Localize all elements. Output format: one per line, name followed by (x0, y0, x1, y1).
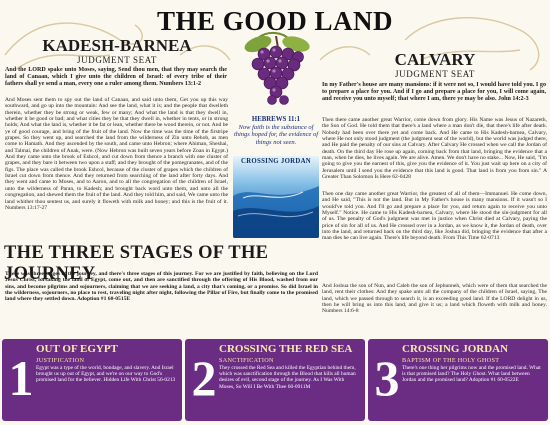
stage-text-2: They crossed the Red Sea and killed the Egyptian behind them, which was sanctification through the Blood that kills all human desires of evil, second stage of the journey. As I Was With Moses, So Will I Be With Thee 60-0911M (219, 365, 356, 390)
stage-subtitle-1: JUSTIFICATION (36, 357, 85, 364)
stage-number-2: 2 (191, 350, 217, 406)
calvary-body-2: Then one day came another great Warrior, the greatest of all of them—Immanuel. He come down, and He said, "This is not the land. But in My Father's house is many mansions. If it wasn't so I would've told you. And I'll go and prepare a place for you, and return again to receive you unto Myself." Notice. He came to His Kadesh-barnea, Calvary, where He stood the sin-judgment for all of us. The penalty of God's judgment was met in justice when Christ died at Calvary, paying the price of sin for all of us. And He crossed over in a Jordan, as we know it, the Jordan of death, over into the land, and returned back on the third day, like Joshua did, bringing the evidence that after a man dies he can live again. There's life beyond death. From This Time 62-0713 (322, 191, 547, 242)
water-illustration (233, 156, 319, 238)
stages-text: There was three stages of the journey, and there's three stages of this journey. For we are justified by faith, believing on the Lord Jesus Christ, forsaking the land of Egypt, come out, and then are sanctified through the offering of His Blood, washed from our sins, and become pilgrims and sojourners, claiming that we are seeking a land, a city that's coming, or a promise. So did Israel in the wilderness, sojourners, no place to rest, traveling night after night, following the Pillar of Fire, but finally come to the promised land where they settled down. Adoption #1 60-0515E (5, 271, 318, 303)
stage-panel-1 (2, 339, 182, 421)
calvary-heading: CALVARY (394, 50, 476, 69)
calvary-body-1: Then there came another great Warrior, come down from glory. His Name was Jesus of Nazareth, the Son of God. He told them that there's a land where a man don't die, that there's life after death. Nobody had been over there yet and come back. And He came to His Kadesh-barnea, Calvary, where He not only stood judgment (the judgment seat of the world), but the world was judged there, and He paid the penalty of our sins at Calvary. After Calvary He crossed when we call the Jordan of death. On the third day He rose up again, coming back from that land, bringing the evidence that a man, when he dies, he lives again. We are alive. Amen. We don't have no stake... Now, He said, "I'm going to give you the earnest of this, give you the evidence of it. You just wait up here on a city of Jerusalem until I send you the evidence that this land is good. That land is from you from sin." A Greater Than Solomon Is Here 62-0428 (322, 117, 547, 181)
stage-title-2: CROSSING THE RED SEA (219, 343, 353, 355)
kadesh-verse: And the LORD spake unto Moses, saying, Send thou men, that they may search the land of Canaan, which I give unto the children of Israel: of every tribe of their fathers shall ye send a man, every one a ruler among them. Numbers 13:1-2 (5, 67, 227, 88)
stage-panel-3 (368, 339, 548, 421)
stage-panel-2 (185, 339, 365, 421)
kadesh-subheading: JUDGMENT SEAT (77, 55, 157, 65)
grapes-image (228, 30, 328, 116)
kadesh-body: And Moses sent them to spy out the land of Canaan, and said unto them, Get you up this way southward, and go up into the mountain: And see the land, what it is; and the people that dwelleth therein, whether they be strong or weak, few or many; And what the land is that they dwell in, whether it be good or bad; and what cities they be that they dwell in, whether in tents, or in strong holds; And what the land is, whether it be fat or lean, whether there be wood therein, or not. And be ye of good courage, and bring of the fruit of the land. Now the time was the time of the firstripe grapes. So they went up, and searched the land from the wilderness of Zin unto Rehob, as men come to Hamath. And they ascended by the south, and came unto Hebron; where Ahiman, Sheshai, and Talmai, the children of Anak, were. (Now Hebron was built seven years before Zoan in Egypt.) And they came unto the brook of Eshcol, and cut down from thence a branch with one cluster of grapes, and they bare it between two upon a staff; and they brought of the pomegranates, and of the figs. The place was called the brook Eshcol, because of the cluster of grapes which the children of Israel cut down from thence. And they returned from searching of the land after forty days. And they went and came to Moses, and to Aaron, and to all the congregation of the children of Israel, unto the wilderness of Paran, to Kadesh; and brought back word unto them, and unto all the congregation, and shewed them the fruit of the land. And they told him, and said, We came unto the land whither thou sentest us, and surely it floweth with milk and honey; and this is the fruit of it. Numbers 13:17-27 (5, 97, 228, 211)
stage-title-1: OUT OF EGYPT (36, 343, 118, 355)
calvary-verse: In my Father's house are many mansions: if it were not so, I would have told you. I go to prepare a place for you. And if I go and prepare a place for you, I will come again, and receive you unto myself; that where I am, there ye may be also. John 14:2-3 (322, 82, 546, 103)
stage-number-3: 3 (374, 350, 400, 406)
stage-text-1: Egypt was a type of the world, bondage, and slavery. And Israel brought us up out of Egypt, and we're on our way to God's promised land for the believer. Hidden Life With Christ 56-0213 (36, 365, 176, 384)
calvary-body-3: And Joshua the son of Nun, and Caleb the son of Jephunneh, which were of them that searched the land, rent their clothes: And they spake unto all the company of the children of Israel, saying, The land, which we passed through to search it, is an exceeding good land. If the LORD delight in us, then he will bring us into this land, and give it us; a land which floweth with milk and honey. Numbers 14:6-8 (322, 283, 547, 315)
stage-number-1: 1 (8, 350, 34, 406)
crossing-jordan-image (233, 156, 319, 238)
calvary-subheading: JUDGMENT SEAT (395, 69, 475, 79)
page-title: THE GOOD LAND (156, 6, 394, 36)
stage-text-3: There's one thing her pilgrims now and the promised land. What is that promised land? The Holy Ghost. What land between Jordan and the promised land? Adoption #1 60-0522E (402, 365, 541, 384)
hebrews-box (232, 116, 320, 146)
stage-subtitle-2: SANCTIFICATION (219, 357, 274, 364)
stage-title-3: CROSSING JORDAN (402, 343, 509, 355)
stage-subtitle-3: BAPTISM OF THE HOLY GHOST (402, 357, 500, 364)
hebrews-text: Now faith is the substance of things hoped for, the evidence of things not seen. (233, 124, 319, 146)
hebrews-reference: HEBREWS 11:1 (251, 116, 301, 123)
crossing-jordan-label: CROSSING JORDAN (240, 158, 312, 165)
stages-title: THE THREE STAGES OF THE JOURNEY (4, 243, 269, 284)
kadesh-heading: KADESH-BARNEA (42, 36, 192, 55)
